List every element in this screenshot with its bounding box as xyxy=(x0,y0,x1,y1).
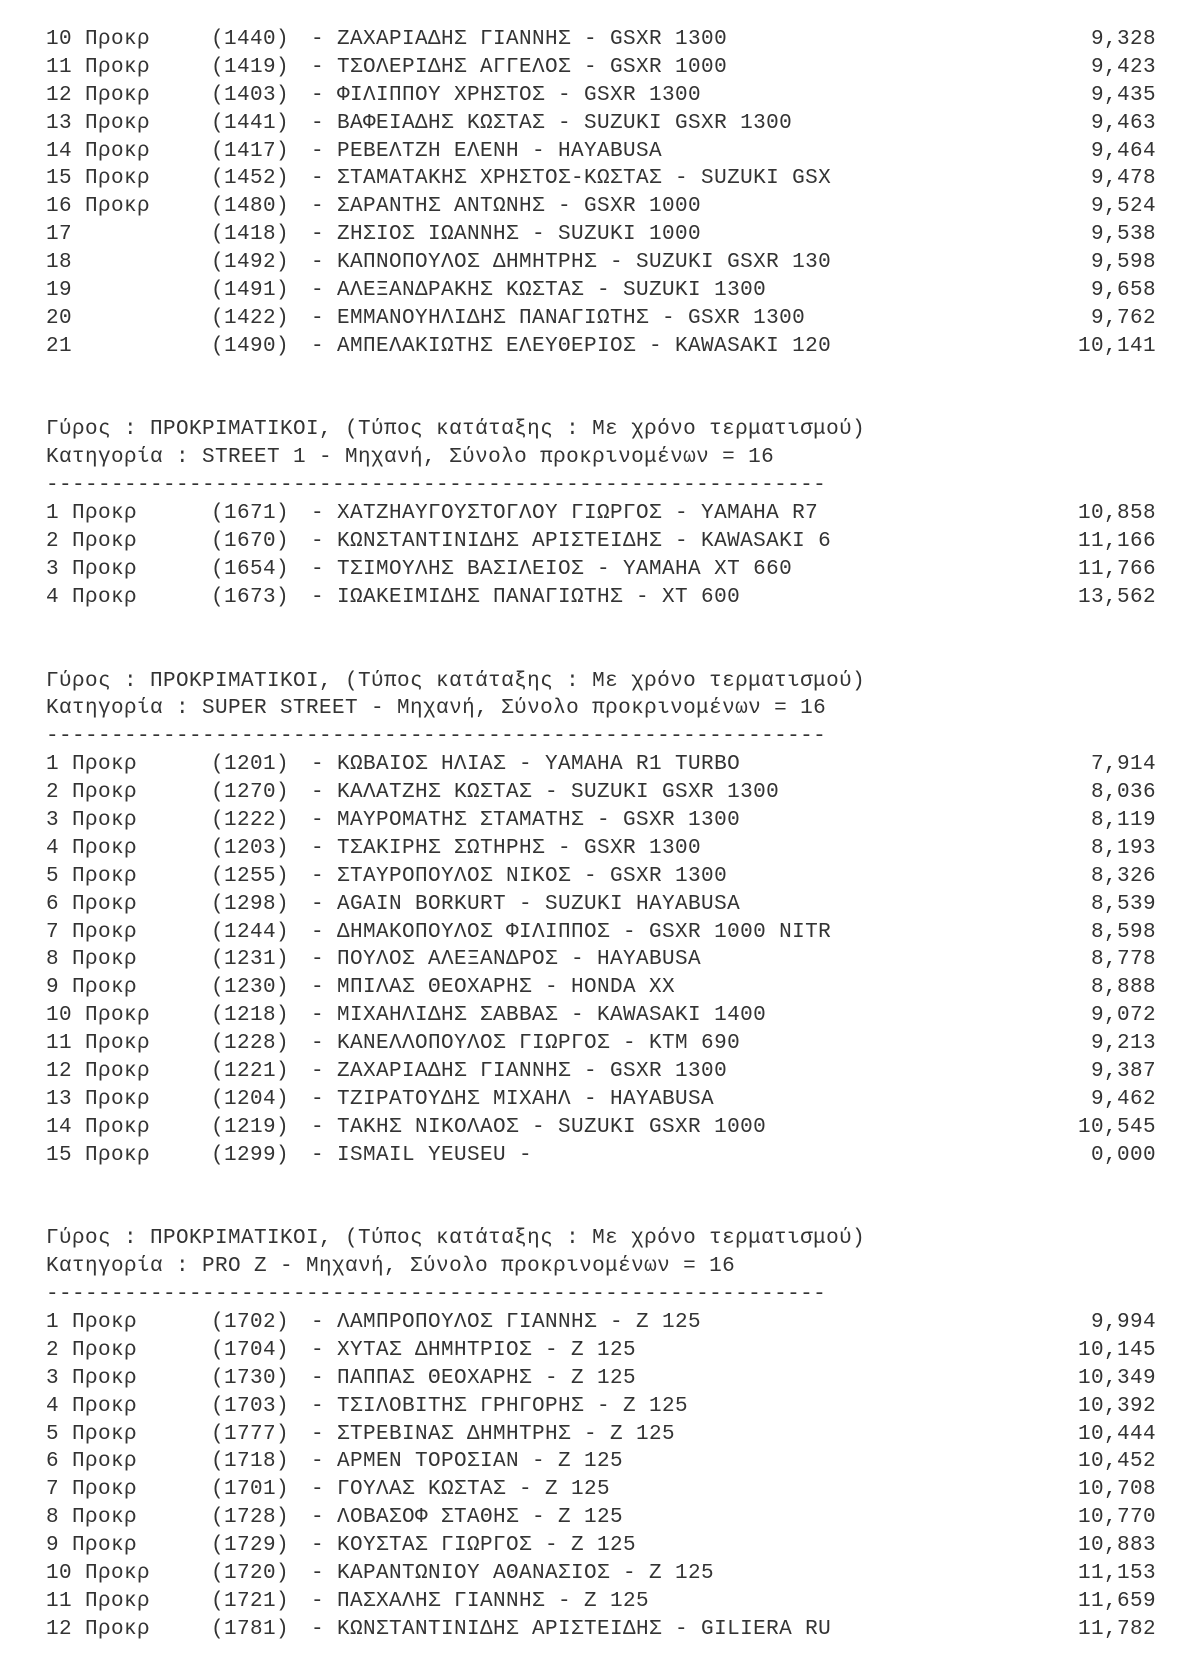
rider-number: (1720) xyxy=(211,1562,290,1586)
rider-number: (1231) xyxy=(211,948,290,972)
position-label: 2 Προκρ xyxy=(46,530,138,554)
position-label: 19 xyxy=(46,279,73,303)
result-row xyxy=(46,1504,1156,1532)
result-row xyxy=(46,1560,1156,1588)
rider-details: - ΚΑΝΕΛΛΟΠΟΥΛΟΣ ΓΙΩΡΓΟΣ - KTM 690 xyxy=(311,1032,741,1056)
position-label: 10 Προκρ xyxy=(46,28,151,51)
finish-time: 9,213 xyxy=(1090,1032,1156,1056)
result-row xyxy=(46,305,1156,333)
rider-details: - ISMAIL YEUSEU - xyxy=(311,1143,533,1167)
position-label: 9 Προκρ xyxy=(46,976,138,1000)
rider-details: - ΒΑΦΕΙΑΔΗΣ ΚΩΣΤΑΣ - SUZUKI GSXR 1300 xyxy=(311,111,793,135)
result-row xyxy=(46,946,1156,974)
position-label: 12 Προκρ xyxy=(46,1617,151,1641)
result-row xyxy=(46,835,1156,863)
result-row xyxy=(46,528,1156,556)
position-label: 8 Προκρ xyxy=(46,948,138,972)
position-label: 6 Προκρ xyxy=(46,1450,138,1474)
rider-number: (1201) xyxy=(211,753,290,777)
rider-details: - ΚΑΛΑΤΖΗΣ ΚΩΣΤΑΣ - SUZUKI GSXR 1300 xyxy=(311,781,780,805)
category-header: Κατηγορία : SUPER STREET - Μηχανή, Σύνολο προκρινομένων = 16 xyxy=(46,697,827,721)
results-section xyxy=(46,26,1156,361)
category-header: Κατηγορία : PRO Z - Μηχανή, Σύνολο προκρινομένων = 16 xyxy=(46,1255,736,1279)
result-row xyxy=(46,584,1156,612)
position-label: 15 Προκρ xyxy=(46,167,151,191)
rider-details: - ΖΗΣΙΟΣ ΙΩΑΝΝΗΣ - SUZUKI 1000 xyxy=(311,223,702,247)
rider-details: - ΤΑΚΗΣ ΝΙΚΟΛΑΟΣ - SUZUKI GSXR 1000 xyxy=(311,1115,767,1139)
rider-number: (1480) xyxy=(211,195,290,219)
result-row xyxy=(46,779,1156,807)
rider-details: - ΣΤΑΥΡΟΠΟΥΛΟΣ ΝΙΚΟΣ - GSXR 1300 xyxy=(311,864,728,888)
position-label: 21 xyxy=(46,334,73,358)
rider-number: (1452) xyxy=(211,167,290,191)
finish-time: 9,538 xyxy=(1090,223,1156,247)
position-label: 12 Προκρ xyxy=(46,83,151,107)
position-label: 5 Προκρ xyxy=(46,864,138,888)
rider-number: (1702) xyxy=(211,1311,290,1335)
finish-time: 7,914 xyxy=(1090,753,1156,777)
result-row xyxy=(46,1365,1156,1393)
rider-details: - ΕΜΜΑΝΟΥΗΛΙΔΗΣ ΠΑΝΑΓΙΩΤΗΣ - GSXR 1300 xyxy=(311,306,806,330)
rider-number: (1228) xyxy=(211,1032,290,1056)
rider-number: (1728) xyxy=(211,1506,290,1530)
position-label: 17 xyxy=(46,223,73,247)
result-row xyxy=(46,54,1156,82)
finish-time: 10,858 xyxy=(1077,502,1156,526)
rider-number: (1417) xyxy=(211,139,290,163)
rider-number: (1419) xyxy=(211,55,290,79)
rider-details: - ΣΤΑΜΑΤΑΚΗΣ ΧΡΗΣΤΟΣ-ΚΩΣΤΑΣ - SUZUKI GSX xyxy=(311,167,832,191)
rider-details: - ΧΑΤΖΗΑΥΓΟΥΣΤΟΓΛΟΥ ΓΙΩΡΓΟΣ - YAMAHA R7 xyxy=(311,502,819,526)
result-row xyxy=(46,919,1156,947)
rider-details: - ΑΡΜΕΝ ΤΟΡΟΣΙΑΝ - Z 125 xyxy=(311,1450,624,1474)
finish-time: 9,435 xyxy=(1090,83,1156,107)
position-label: 10 Προκρ xyxy=(46,1004,151,1028)
section-gap xyxy=(46,361,1156,417)
round-header: Γύρος : ΠΡΟΚΡΙΜΑΤΙΚΟΙ, (Τύπος κατάταξης : Με χρόνο τερματισμού) xyxy=(46,1227,866,1251)
separator-line: ------------------------------------------------------------ xyxy=(46,474,827,498)
result-row xyxy=(46,1421,1156,1449)
finish-time: 9,478 xyxy=(1090,167,1156,191)
rider-details: - ΜΙΧΑΗΛΙΔΗΣ ΣΑΒΒΑΣ - KAWASAKI 1400 xyxy=(311,1004,767,1028)
rider-number: (1654) xyxy=(211,557,290,581)
result-row xyxy=(46,249,1156,277)
position-label: 2 Προκρ xyxy=(46,1338,138,1362)
rider-number: (1218) xyxy=(211,1004,290,1028)
finish-time: 10,708 xyxy=(1077,1478,1156,1502)
finish-time: 10,545 xyxy=(1077,1115,1156,1139)
rider-details: - ΚΟΥΣΤΑΣ ΓΙΩΡΓΟΣ - Z 125 xyxy=(311,1534,637,1558)
position-label: 2 Προκρ xyxy=(46,781,138,805)
rider-details: - ΖΑΧΑΡΙΑΔΗΣ ΓΙΑΝΝΗΣ - GSXR 1300 xyxy=(311,1059,728,1083)
rider-number: (1270) xyxy=(211,781,290,805)
position-label: 14 Προκρ xyxy=(46,1115,151,1139)
rider-number: (1701) xyxy=(211,1478,290,1502)
rider-number: (1491) xyxy=(211,279,290,303)
rider-details: - ΚΩΒΑΙΟΣ ΗΛΙΑΣ - YAMAHA R1 TURBO xyxy=(311,753,741,777)
rider-number: (1703) xyxy=(211,1394,290,1418)
rider-number: (1221) xyxy=(211,1059,290,1083)
rider-details: - ΑΜΠΕΛΑΚΙΩΤΗΣ ΕΛΕΥΘΕΡΙΟΣ - KAWASAKI 120 xyxy=(311,334,832,358)
result-row xyxy=(46,1588,1156,1616)
result-row xyxy=(46,165,1156,193)
result-row xyxy=(46,1142,1156,1170)
rider-number: (1440) xyxy=(211,28,290,51)
results-document xyxy=(46,26,1156,1644)
position-label: 7 Προκρ xyxy=(46,920,138,944)
rider-number: (1673) xyxy=(211,585,290,609)
finish-time: 9,598 xyxy=(1090,251,1156,275)
result-row xyxy=(46,1476,1156,1504)
rider-number: (1670) xyxy=(211,530,290,554)
finish-time: 10,883 xyxy=(1077,1534,1156,1558)
result-row xyxy=(46,1309,1156,1337)
result-row xyxy=(46,110,1156,138)
finish-time: 11,659 xyxy=(1077,1589,1156,1613)
finish-time: 10,444 xyxy=(1077,1422,1156,1446)
separator-line: ------------------------------------------------------------ xyxy=(46,1283,827,1307)
finish-time: 10,392 xyxy=(1077,1394,1156,1418)
rider-details: - ΤΣΑΚΙΡΗΣ ΣΩΤΗΡΗΣ - GSXR 1300 xyxy=(311,836,702,860)
result-row xyxy=(46,1114,1156,1142)
round-header: Γύρος : ΠΡΟΚΡΙΜΑΤΙΚΟΙ, (Τύπος κατάταξης : Με χρόνο τερματισμού) xyxy=(46,418,866,442)
rider-details: - ΚΑΡΑΝΤΩΝΙΟΥ ΑΘΑΝΑΣΙΟΣ - Z 125 xyxy=(311,1562,715,1586)
rider-details: - ΤΣΟΛΕΡΙΔΗΣ ΑΓΓΕΛΟΣ - GSXR 1000 xyxy=(311,55,728,79)
position-label: 9 Προκρ xyxy=(46,1534,138,1558)
rider-details: - ΣΑΡΑΝΤΗΣ ΑΝΤΩΝΗΣ - GSXR 1000 xyxy=(311,195,702,219)
rider-number: (1441) xyxy=(211,111,290,135)
rider-details: - ΠΟΥΛΟΣ ΑΛΕΞΑΝΔΡΟΣ - HAYABUSA xyxy=(311,948,702,972)
result-row xyxy=(46,82,1156,110)
finish-time: 8,778 xyxy=(1090,948,1156,972)
rider-details: - ΔΗΜΑΚΟΠΟΥΛΟΣ ΦΙΛΙΠΠΟΣ - GSXR 1000 NITR xyxy=(311,920,832,944)
position-label: 1 Προκρ xyxy=(46,1311,138,1335)
category-header: Κατηγορία : STREET 1 - Μηχανή, Σύνολο προκρινομένων = 16 xyxy=(46,446,775,470)
position-label: 18 xyxy=(46,251,73,275)
rider-number: (1718) xyxy=(211,1450,290,1474)
finish-time: 11,166 xyxy=(1077,530,1156,554)
rider-details: - ΚΩΝΣΤΑΝΤΙΝΙΔΗΣ ΑΡΙΣΤΕΙΔΗΣ - KAWASAKI 6 xyxy=(311,530,832,554)
rider-number: (1422) xyxy=(211,306,290,330)
rider-details: - ΜΠΙΛΑΣ ΘΕΟΧΑΡΗΣ - HONDA XX xyxy=(311,976,676,1000)
finish-time: 9,072 xyxy=(1090,1004,1156,1028)
rider-details: - ΑΛΕΞΑΝΔΡΑΚΗΣ ΚΩΣΤΑΣ - SUZUKI 1300 xyxy=(311,279,767,303)
rider-details: - ΣΤΡΕΒΙΝΑΣ ΔΗΜΗΤΡΗΣ - Z 125 xyxy=(311,1422,676,1446)
finish-time: 9,423 xyxy=(1090,55,1156,79)
position-label: 11 Προκρ xyxy=(46,55,151,79)
rider-details: - ΙΩΑΚΕΙΜΙΔΗΣ ΠΑΝΑΓΙΩΤΗΣ - XT 600 xyxy=(311,585,741,609)
rider-number: (1729) xyxy=(211,1534,290,1558)
result-row xyxy=(46,333,1156,361)
result-row xyxy=(46,1616,1156,1644)
result-row xyxy=(46,807,1156,835)
result-row xyxy=(46,193,1156,221)
position-label: 12 Προκρ xyxy=(46,1059,151,1083)
rider-number: (1704) xyxy=(211,1338,290,1362)
round-header: Γύρος : ΠΡΟΚΡΙΜΑΤΙΚΟΙ, (Τύπος κατάταξης : Με χρόνο τερματισμού) xyxy=(46,669,866,693)
finish-time: 9,524 xyxy=(1090,195,1156,219)
rider-number: (1219) xyxy=(211,1115,290,1139)
finish-time: 9,464 xyxy=(1090,139,1156,163)
finish-time: 8,539 xyxy=(1090,892,1156,916)
result-row xyxy=(46,26,1156,54)
result-row xyxy=(46,500,1156,528)
results-section xyxy=(46,1170,1156,1644)
rider-number: (1492) xyxy=(211,251,290,275)
result-row xyxy=(46,1058,1156,1086)
position-label: 4 Προκρ xyxy=(46,1394,138,1418)
rider-number: (1204) xyxy=(211,1087,290,1111)
finish-time: 9,387 xyxy=(1090,1059,1156,1083)
rider-number: (1403) xyxy=(211,83,290,107)
rider-details: - ΛΟΒΑΣΟΦ ΣΤΑΘΗΣ - Z 125 xyxy=(311,1506,624,1530)
rider-number: (1418) xyxy=(211,223,290,247)
finish-time: 8,036 xyxy=(1090,781,1156,805)
rider-number: (1222) xyxy=(211,808,290,832)
result-row xyxy=(46,751,1156,779)
finish-time: 9,994 xyxy=(1090,1311,1156,1335)
rider-details: - ΧΥΤΑΣ ΔΗΜΗΤΡΙΟΣ - Z 125 xyxy=(311,1338,637,1362)
result-row xyxy=(46,891,1156,919)
finish-time: 10,452 xyxy=(1077,1450,1156,1474)
position-label: 13 Προκρ xyxy=(46,1087,151,1111)
rider-details: - ΛΑΜΠΡΟΠΟΥΛΟΣ ΓΙΑΝΝΗΣ - Z 125 xyxy=(311,1311,702,1335)
rider-number: (1299) xyxy=(211,1143,290,1167)
finish-time: 11,766 xyxy=(1077,557,1156,581)
section-gap xyxy=(46,612,1156,668)
position-label: 5 Προκρ xyxy=(46,1422,138,1446)
finish-time: 11,153 xyxy=(1077,1562,1156,1586)
section-gap xyxy=(46,1170,1156,1226)
rider-number: (1244) xyxy=(211,920,290,944)
result-row xyxy=(46,221,1156,249)
finish-time: 11,782 xyxy=(1077,1617,1156,1641)
rider-details: - ΤΖΙΡΑΤΟΥΔΗΣ ΜΙΧΑΗΛ - HAYABUSA xyxy=(311,1087,715,1111)
position-label: 11 Προκρ xyxy=(46,1032,151,1056)
position-label: 13 Προκρ xyxy=(46,111,151,135)
finish-time: 8,193 xyxy=(1090,836,1156,860)
result-row xyxy=(46,1337,1156,1365)
result-row xyxy=(46,1532,1156,1560)
position-label: 10 Προκρ xyxy=(46,1562,151,1586)
result-row xyxy=(46,277,1156,305)
finish-time: 8,888 xyxy=(1090,976,1156,1000)
rider-details: - ΠΑΠΠΑΣ ΘΕΟΧΑΡΗΣ - Z 125 xyxy=(311,1366,637,1390)
rider-details: - ΜΑΥΡΟΜΑΤΗΣ ΣΤΑΜΑΤΗΣ - GSXR 1300 xyxy=(311,808,741,832)
position-label: 3 Προκρ xyxy=(46,808,138,832)
rider-details: - ΓΟΥΛΑΣ ΚΩΣΤΑΣ - Z 125 xyxy=(311,1478,611,1502)
result-row xyxy=(46,974,1156,1002)
position-label: 7 Προκρ xyxy=(46,1478,138,1502)
rider-details: - ΚΑΠΝΟΠΟΥΛΟΣ ΔΗΜΗΤΡΗΣ - SUZUKI GSXR 130 xyxy=(311,251,832,275)
finish-time: 8,119 xyxy=(1090,808,1156,832)
result-row xyxy=(46,556,1156,584)
rider-number: (1721) xyxy=(211,1589,290,1613)
position-label: 1 Προκρ xyxy=(46,502,138,526)
position-label: 6 Προκρ xyxy=(46,892,138,916)
result-row xyxy=(46,1393,1156,1421)
result-row xyxy=(46,863,1156,891)
rider-number: (1203) xyxy=(211,836,290,860)
rider-number: (1255) xyxy=(211,864,290,888)
rider-details: - ΖΑΧΑΡΙΑΔΗΣ ΓΙΑΝΝΗΣ - GSXR 1300 xyxy=(311,28,728,51)
result-row xyxy=(46,1448,1156,1476)
position-label: 11 Προκρ xyxy=(46,1589,151,1613)
position-label: 4 Προκρ xyxy=(46,585,138,609)
rider-number: (1490) xyxy=(211,334,290,358)
rider-number: (1230) xyxy=(211,976,290,1000)
result-row xyxy=(46,1002,1156,1030)
rider-details: - ΤΣΙΜΟΥΛΗΣ ΒΑΣΙΛΕΙΟΣ - YAMAHA XT 660 xyxy=(311,557,793,581)
finish-time: 10,770 xyxy=(1077,1506,1156,1530)
finish-time: 8,598 xyxy=(1090,920,1156,944)
finish-time: 10,141 xyxy=(1077,334,1156,358)
position-label: 1 Προκρ xyxy=(46,753,138,777)
finish-time: 9,462 xyxy=(1090,1087,1156,1111)
rider-number: (1730) xyxy=(211,1366,290,1390)
position-label: 14 Προκρ xyxy=(46,139,151,163)
rider-number: (1671) xyxy=(211,502,290,526)
finish-time: 10,145 xyxy=(1077,1338,1156,1362)
finish-time: 0,000 xyxy=(1090,1143,1156,1167)
rider-details: - ΠΑΣΧΑΛΗΣ ΓΙΑΝΝΗΣ - Z 125 xyxy=(311,1589,650,1613)
rider-number: (1781) xyxy=(211,1617,290,1641)
result-row xyxy=(46,138,1156,166)
finish-time: 13,562 xyxy=(1077,585,1156,609)
rider-details: - ΚΩΝΣΤΑΝΤΙΝΙΔΗΣ ΑΡΙΣΤΕΙΔΗΣ - GILIERA RU xyxy=(311,1617,832,1641)
position-label: 3 Προκρ xyxy=(46,1366,138,1390)
rider-details: - ΡΕΒΕΛΤΖΗ ΕΛΕΝΗ - HAYABUSA xyxy=(311,139,663,163)
position-label: 3 Προκρ xyxy=(46,557,138,581)
finish-time: 9,463 xyxy=(1090,111,1156,135)
rider-details: - AGAIN BORKURT - SUZUKI HAYABUSA xyxy=(311,892,741,916)
position-label: 20 xyxy=(46,306,73,330)
finish-time: 8,326 xyxy=(1090,864,1156,888)
finish-time: 9,762 xyxy=(1090,306,1156,330)
result-row xyxy=(46,1086,1156,1114)
rider-number: (1298) xyxy=(211,892,290,916)
result-row xyxy=(46,1030,1156,1058)
finish-time: 9,658 xyxy=(1090,279,1156,303)
position-label: 4 Προκρ xyxy=(46,836,138,860)
rider-number: (1777) xyxy=(211,1422,290,1446)
position-label: 8 Προκρ xyxy=(46,1506,138,1530)
position-label: 15 Προκρ xyxy=(46,1143,151,1167)
separator-line: ------------------------------------------------------------ xyxy=(46,725,827,749)
rider-details: - ΤΣΙΛΟΒΙΤΗΣ ΓΡΗΓΟΡΗΣ - Z 125 xyxy=(311,1394,689,1418)
position-label: 16 Προκρ xyxy=(46,195,151,219)
finish-time: 9,328 xyxy=(1090,28,1156,51)
finish-time: 10,349 xyxy=(1077,1366,1156,1390)
results-section xyxy=(46,361,1156,612)
rider-details: - ΦΙΛΙΠΠΟΥ ΧΡΗΣΤΟΣ - GSXR 1300 xyxy=(311,83,702,107)
results-section xyxy=(46,612,1156,1170)
